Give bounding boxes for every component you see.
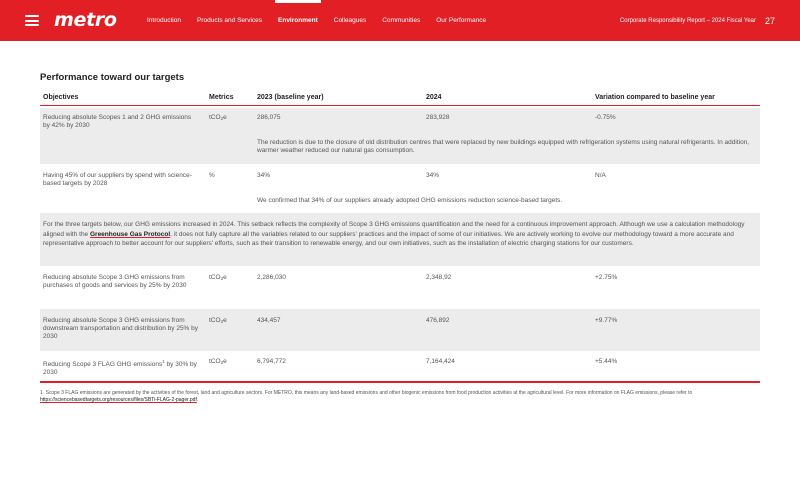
metric-cell: tCO$_2$e [209,114,227,121]
nav-communities[interactable]: Communities [382,17,421,24]
menu-icon[interactable] [25,15,39,26]
variation-cell: -0.75% [595,114,616,121]
metric-cell: % [209,172,215,179]
metric-cell: tCO$_2$e [209,317,227,324]
nav-our-performance[interactable]: Our Performance [436,17,487,24]
variation-cell: +2.75% [595,274,618,281]
report-title: Corporate Responsibility Report – 2024 Fiscal Year [619,18,756,24]
y2024-cell: 283,928 [426,114,450,121]
y2024-cell: 34% [426,172,440,179]
objective-cell: Reducing absolute Scopes 1 and 2 GHG emissions by 42% by 2030 [43,114,192,129]
table-row [40,309,760,351]
table-row [40,164,760,212]
nav-environment[interactable]: Environment [278,17,318,24]
objective-cell: Reducing absolute Scope 3 GHG emissions from downstream transportation and distribution by 25% by 2030 [43,317,199,340]
top-bar [0,0,800,41]
ghg-protocol-link[interactable]: Greenhouse Gas Protocol [89,230,171,238]
table-bottom-rule [40,381,760,383]
header-variation: Variation compared to baseline year [595,94,715,101]
table-header [40,92,760,106]
objective-cell: Reducing Scope 3 FLAG GHG emissions$^1$ by 30% by 2030 [43,359,197,377]
header-baseline: 2023 (baseline year) [257,94,324,101]
nav-introduction[interactable]: Introduction [147,17,181,24]
variation-cell: +9.77% [595,317,618,324]
baseline-cell: 434,457 [257,317,281,324]
metric-cell: tCO$_2$e [209,274,227,281]
y2024-cell: 7,164,424 [426,358,455,365]
footnote: 1 Scope 3 FLAG emissions are generated by the activities of the forest, land and agriculture sectors. For METRO, this means any land-based emissions and other biogenic emissions from food production activities at the agricultural level. For more information on FLAG emissions, please refer to https://sciencebasedtargets.org/resources/files/SBTi-FLAG-2-pager.pdf. [40,390,693,403]
explanation-paragraph: For the three targets below, our GHG emissions increased in 2024. This setback reflects the complexity of Scope 3 GHG emissions quantification and the need for a continuous improvement approach. Although we use a calculation methodology aligned with the Greenhouse Gas Protocol, it does not fully capture all the variables related to our suppliers' practices and the impact of some of our initiatives. We are actively working to evolve our methodology toward a more accurate and representative approach to better account for our suppliers' efforts, such as their transition to renewable energy, and our own initiatives, such as the installation of electric charging stations for our customers. [40,213,760,266]
table-row [40,108,760,164]
baseline-cell: 2,286,030 [257,274,286,281]
header-2024: 2024 [426,94,442,101]
variation-cell: +5.44% [595,358,618,365]
row-note: We confirmed that 34% of our suppliers already adopted GHG emissions reduction science-based targets. [257,197,563,204]
metric-cell: tCO$_2$e [209,358,227,365]
nav-products-and-services[interactable]: Products and Services [196,17,263,24]
sbti-flag-link[interactable]: https://sciencebasedtargets.org/resources/files/SBTi-FLAG-2-pager.pdf [40,397,197,403]
targets-table [40,92,760,377]
y2024-cell: 2,348,92 [426,274,452,281]
row-note: The reduction is due to the closure of old distribution centres that were replaced by new buildings equipped with refrigeration systems using natural refrigerants. In addition, warmer weather reduced our natural gas consumption. [257,139,750,154]
table-row [40,351,760,381]
y2024-cell: 476,892 [426,317,450,324]
variation-cell: N/A [595,172,606,179]
header-metrics: Metrics [209,94,234,101]
main-nav [147,17,502,24]
page-number: 27 [764,16,775,26]
section-title: Performance toward our targets [40,72,185,83]
metro-logo[interactable]: metro [54,9,117,31]
baseline-cell: 286,075 [257,114,281,121]
objective-cell: Having 45% of our suppliers by spend with science-based targets by 2028 [43,172,192,187]
table-row [40,266,760,309]
baseline-cell: 34% [257,172,271,179]
nav-colleagues[interactable]: Colleagues [333,17,367,24]
footnote-number: 1 [40,390,43,396]
header-objectives: Objectives [43,94,79,101]
objective-cell: Reducing absolute Scope 3 GHG emissions from purchases of goods and services by 25% by 2030 [43,274,187,289]
baseline-cell: 6,794,772 [257,358,286,365]
